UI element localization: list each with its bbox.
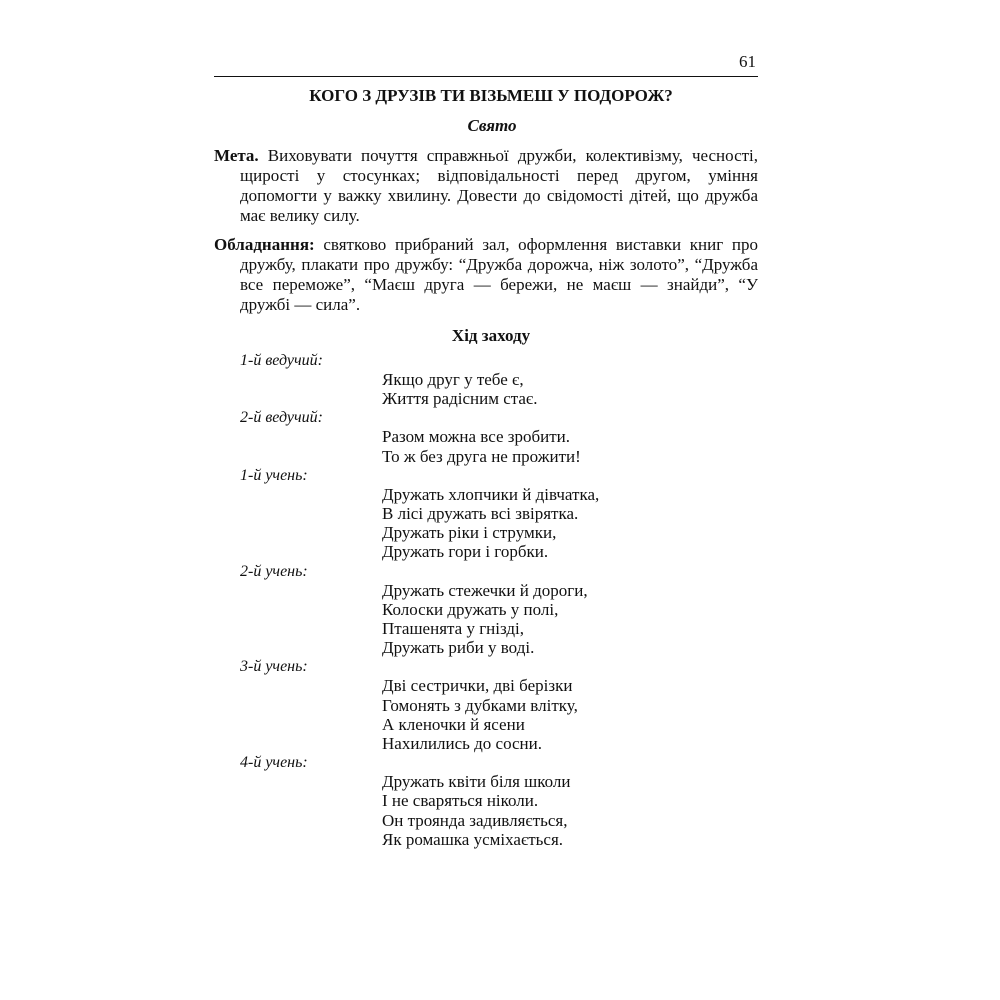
speaker-label: 2-й ведучий: bbox=[240, 409, 323, 427]
verse bbox=[214, 676, 758, 753]
goal-paragraph bbox=[214, 146, 758, 226]
script-part bbox=[214, 562, 758, 658]
verse-line: Разом можна все зробити. bbox=[382, 427, 570, 447]
verse-line: Дві сестрички, дві берізки bbox=[382, 676, 573, 696]
equipment-paragraph bbox=[214, 235, 758, 315]
script-part bbox=[214, 351, 758, 408]
verse-line: І не сваряться ніколи. bbox=[382, 791, 539, 811]
page-number: 61 bbox=[739, 52, 756, 71]
verse-line: Дружать ріки і струмки, bbox=[382, 523, 557, 543]
verse-line: Життя радісним стає. bbox=[382, 389, 538, 409]
verse-line: Колоски дружать у полі, bbox=[382, 599, 559, 619]
script-block bbox=[214, 351, 758, 849]
goal-label: Мета. bbox=[214, 146, 259, 165]
book-page bbox=[214, 50, 758, 849]
verse bbox=[214, 772, 758, 849]
goal-text: Виховувати почуття справжньої дружби, колективізму, чесності, щирості у стосунках; відповідальності перед другом, уміння допомогти у важку хвилину. Довести до свідомості дітей, що дружба має велику силу. bbox=[240, 146, 759, 225]
verse-line: Як ромашка усміхається. bbox=[382, 829, 564, 849]
speaker-label: 1-й ведучий: bbox=[240, 352, 323, 369]
verse bbox=[214, 581, 758, 658]
script-part bbox=[214, 753, 758, 849]
verse-line: Нахилились до сосни. bbox=[382, 734, 542, 754]
verse-line: В лісі дружать всі звірятка. bbox=[382, 504, 579, 524]
verse-line: Дружать риби у воді. bbox=[382, 638, 535, 658]
verse-line: Дружать стежечки й дороги, bbox=[382, 580, 588, 600]
section-title: Хід заходу bbox=[451, 326, 531, 345]
verse-line: Якщо друг у тебе є, bbox=[382, 370, 524, 389]
speaker-label: 4-й учень: bbox=[240, 754, 308, 772]
verse bbox=[214, 370, 758, 408]
verse bbox=[214, 485, 758, 562]
event-type: Свято bbox=[467, 116, 517, 135]
page-title: КОГО З ДРУЗІВ ТИ ВІЗЬМЕШ У ПОДОРОЖ? bbox=[309, 86, 673, 105]
equipment-label: Обладнання: bbox=[214, 235, 315, 254]
verse-line: То ж без друга не прожити! bbox=[382, 446, 581, 466]
header-rule bbox=[214, 76, 758, 77]
verse-line: Дружать квіти біля школи bbox=[382, 772, 571, 792]
script-part bbox=[214, 657, 758, 753]
equipment-text: святково прибраний зал, оформлення виставки книг про дружбу, плакати про дружбу: “Дружба дорожча, ніж золото”, “Дружба все переможе”, “Маєш друга — бережи, не маєш — знайди”, “У дружбі — сила”. bbox=[240, 235, 758, 314]
verse-line: Он троянда задивляється, bbox=[382, 810, 568, 830]
script-part bbox=[214, 408, 758, 465]
verse-line: А кленочки й ясени bbox=[382, 714, 525, 734]
verse bbox=[214, 427, 758, 465]
verse-line: Гомонять з дубками влітку, bbox=[382, 695, 578, 715]
verse-line: Пташенята у гнізді, bbox=[382, 619, 525, 639]
verse-line: Дружать гори і горбки. bbox=[382, 542, 549, 562]
script-part bbox=[214, 466, 758, 562]
speaker-label: 1-й учень: bbox=[240, 466, 308, 484]
speaker-label: 2-й учень: bbox=[240, 562, 308, 580]
verse-line: Дружать хлопчики й дівчатка, bbox=[382, 484, 600, 504]
speaker-label: 3-й учень: bbox=[240, 658, 308, 676]
